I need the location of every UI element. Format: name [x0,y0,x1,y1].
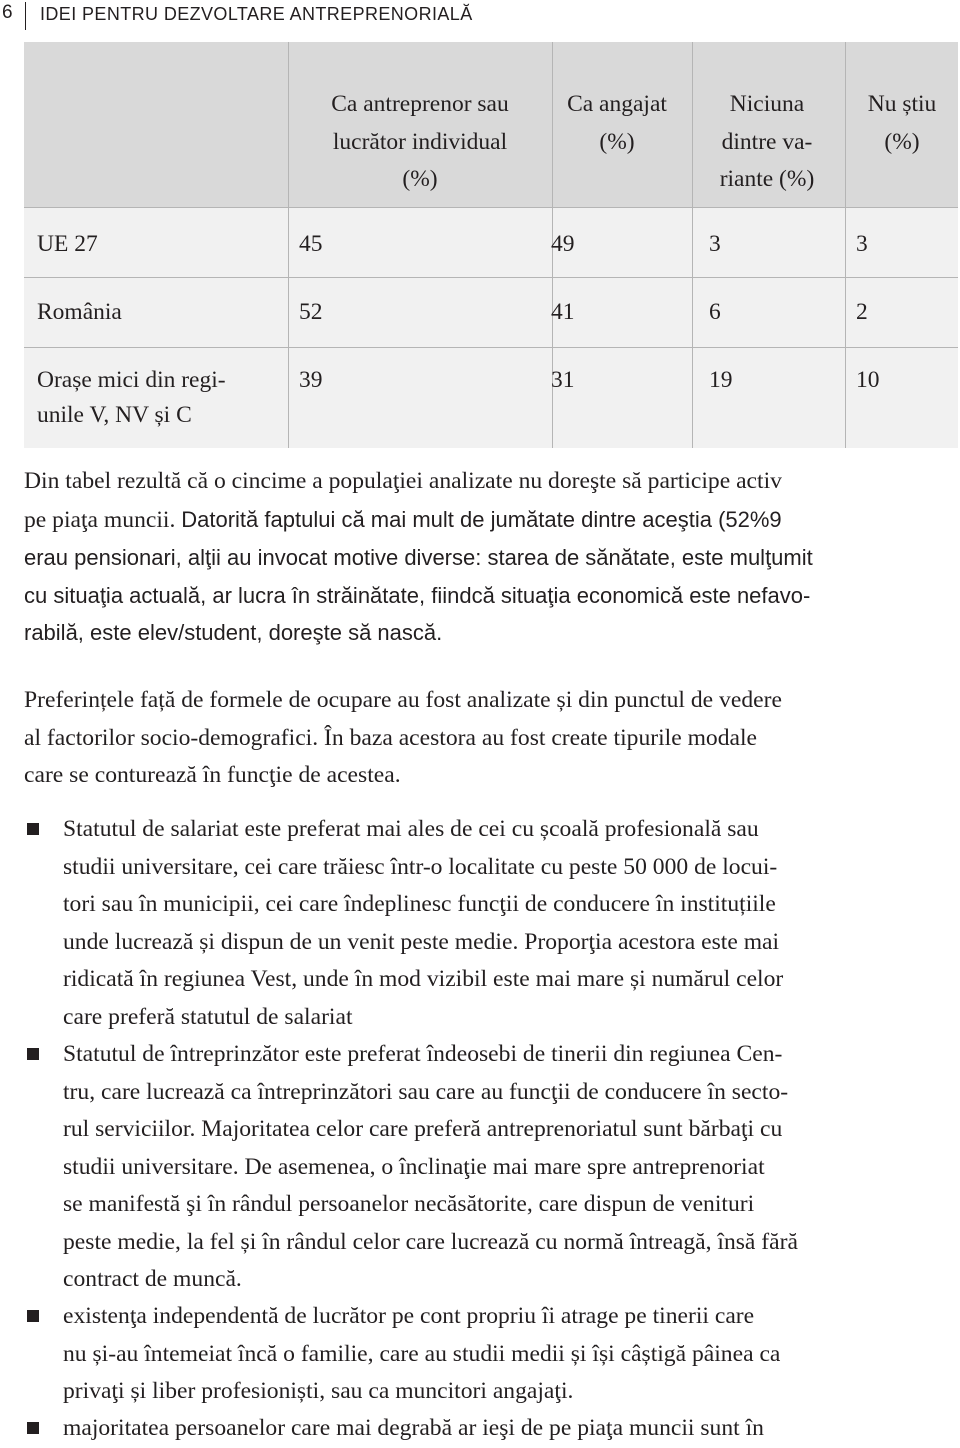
list-item-text [63,1298,956,1411]
list-item-text [63,811,956,1036]
text-line: Statutul de întreprinzător este preferat îndeosebi de tinerii din regiunea Cen- [63,1041,783,1067]
cell-none: 19 [709,367,733,393]
text-line: se manifestă şi în rândul persoanelor necăsătorite, care dispun de venituri [63,1191,755,1217]
text-line: rul serviciilor. Majoritatea celor care preferă antreprenoriatul sunt bărbaţi cu [63,1116,783,1142]
column-header-employee [552,86,682,161]
text-line: Din tabel rezultă că o cincime a populaţiei analizate nu doreşte să participe activ [24,468,782,494]
text-line: Preferințele față de formele de ocupare au fost analizate și din punctul de vedere [24,687,782,713]
header-line: (%) [599,128,635,155]
column-header-none [692,86,842,199]
cell-dont-know: 3 [856,231,868,257]
paragraph-preferences [24,682,956,795]
text-line: existenţa independentă de lucrător pe cont propriu îi atrage pe tinerii care [63,1303,755,1329]
header-line: lucrător individual [332,128,508,155]
text-line: Statutul de salariat este preferat mai ales de cei cu școală profesională sau [63,816,759,842]
row-label-line: Orașe mici din regi- [37,367,226,393]
running-head [0,0,960,36]
text-line-part: Datorită faptului că mai mult de jumătate dintre aceştia (52%9 [181,506,782,532]
bullet-square-icon [27,823,39,835]
header-line: Nu știu [867,91,937,117]
cell-entrepreneur: 52 [299,299,323,325]
row-label-line: unile V, NV și C [37,402,192,428]
text-line: studii universitare. De asemenea, o înclinaţie mai mare spre antreprenoriat [63,1153,765,1180]
header-line: Ca antreprenor sau [331,91,509,117]
header-line: Ca angajat [567,91,667,117]
cell-entrepreneur: 39 [299,367,323,393]
text-line: peste medie, la fel și în rândul celor care lucrează cu normă întreagă, însă fără [63,1228,798,1255]
bullet-square-icon [27,1048,39,1060]
cell-none: 6 [709,299,721,325]
header-line: (%) [884,128,920,155]
header-line: Niciuna [729,91,805,117]
paragraph-analysis [24,463,956,652]
table-row [24,348,958,448]
bullet-square-icon [27,1422,39,1434]
table-row [24,278,958,347]
text-line: contract de muncă. [63,1266,242,1292]
cell-employee: 41 [551,299,575,325]
list-item-text [63,1036,956,1299]
header-divider [25,2,26,30]
cell-employee: 49 [551,231,575,257]
column-header-dont-know [846,86,958,161]
cell-employee: 31 [551,367,575,393]
text-line: nu și-au întemeiat încă o familie, care au studii medii și își câștigă pâinea ca [63,1340,781,1367]
text-line: tru, care lucrează ca întreprinzători sau care au funcţii de conducere în secto- [63,1078,789,1105]
text-line: tori sau în municipii, cei care îndeplinesc funcţii de conducere în instituțiile [63,891,776,917]
text-line: privaţi și liber profesioniști, sau ca muncitori angajaţi. [63,1378,574,1404]
text-line [24,501,956,540]
header-line: riante (%) [719,166,815,192]
header-line: (%) [402,166,438,192]
page-number: 6 [2,2,13,23]
text-line: care se conturează în funcţie de acestea. [24,762,401,788]
row-label: UE 27 [37,231,98,257]
row-label [37,363,226,433]
text-line: cu situaţia actuală, ar lucra în străinătate, fiindcă situaţia economică este nefavo- [24,582,811,608]
cell-dont-know: 2 [856,299,868,325]
table-row [24,208,958,277]
cell-dont-know: 10 [856,367,880,393]
running-title: IDEI PENTRU DEZVOLTARE ANTREPRENORIALĂ [40,4,473,24]
cell-entrepreneur: 45 [299,231,323,257]
bullet-square-icon [27,1310,39,1322]
text-line-part: pe piaţa muncii. [24,506,176,533]
cell-none: 3 [709,231,721,257]
text-line: ridicată în regiunea Vest, unde în mod vizibil este mai mare și numărul celor [63,966,784,992]
list-item-text [63,1410,956,1448]
column-header-entrepreneur [288,86,552,199]
text-line: erau pensionari, alţii au invocat motive diverse: starea de sănătate, este mulţumit [24,545,813,570]
header-line: dintre va- [721,128,813,155]
text-line: unde lucrează și dispun de un venit peste medie. Proporţia acestora este mai [63,928,780,955]
text-line: studii universitare, cei care trăiesc într-o localitate cu peste 50 000 de locui- [63,853,778,880]
text-line: care preferă statutul de salariat [63,1003,353,1030]
table-header [24,42,958,207]
text-line: rabilă, este elev/student, doreşte să nască. [24,620,443,645]
text-line: al factorilor socio-demografici. În baza acestora au fost create tipurile modale [24,724,758,751]
text-line: majoritatea persoanelor care mai degrabă ar ieşi de pe piaţa muncii sunt în [63,1415,764,1441]
row-label: România [37,299,122,325]
data-table [24,42,958,448]
